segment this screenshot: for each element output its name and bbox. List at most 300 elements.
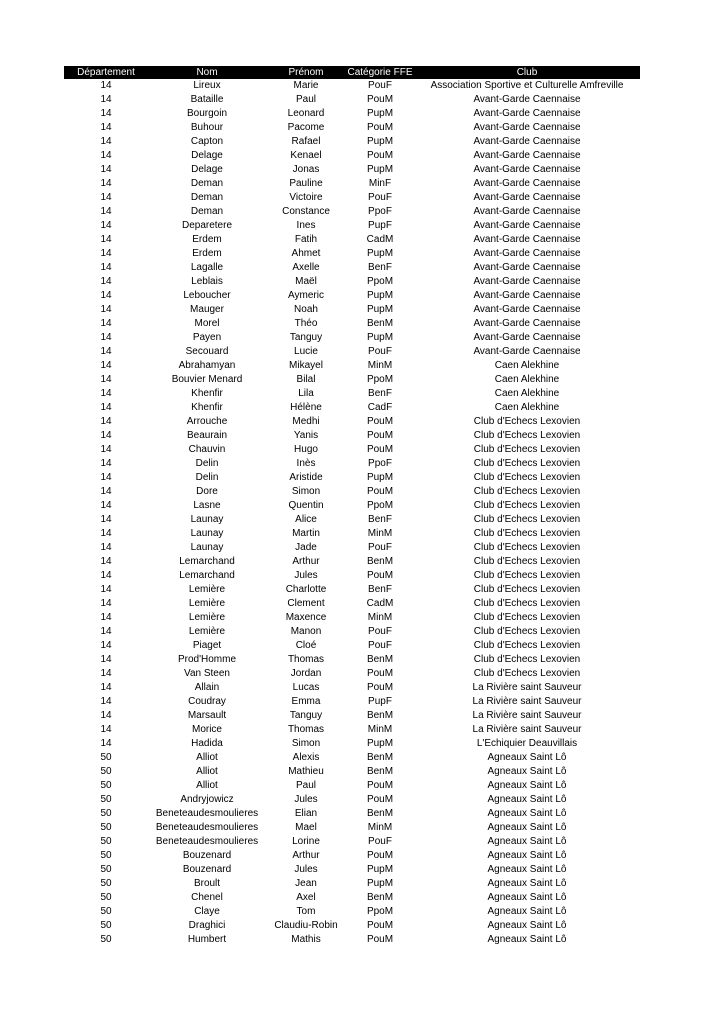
cell-club: Avant-Garde Caennaise: [473, 220, 581, 231]
cell-departement: 50: [100, 752, 112, 763]
cell-nom: Buhour: [190, 122, 224, 133]
table-row: [64, 359, 640, 373]
cell-nom: Beneteaudesmoulieres: [155, 822, 259, 833]
cell-club: Club d'Echecs Lexovien: [473, 486, 581, 497]
cell-categorie: BenF: [368, 388, 392, 399]
cell-categorie: PouM: [366, 444, 394, 455]
cell-nom: Andryjowicz: [180, 794, 234, 805]
table-row: [64, 107, 640, 121]
cell-departement: 14: [100, 696, 112, 707]
cell-departement: 14: [100, 108, 112, 119]
cell-nom: Arrouche: [186, 416, 228, 427]
table-row: [64, 485, 640, 499]
table-row: [64, 93, 640, 107]
cell-club: Association Sportive et Culturelle Amfreville: [430, 80, 624, 91]
cell-club: La Rivière saint Sauveur: [472, 710, 582, 721]
cell-nom: Lasne: [193, 500, 221, 511]
cell-categorie: PouM: [366, 150, 394, 161]
cell-prenom: Manon: [290, 626, 322, 637]
table-row: [64, 135, 640, 149]
cell-categorie: BenF: [368, 514, 392, 525]
table-row: [64, 905, 640, 919]
cell-categorie: MinM: [367, 724, 393, 735]
cell-nom: Lagalle: [190, 262, 224, 273]
table-row: [64, 751, 640, 765]
cell-prenom: Martin: [292, 528, 320, 539]
cell-departement: 14: [100, 360, 112, 371]
cell-club: Agneaux Saint Lô: [487, 822, 567, 833]
cell-prenom: Pacome: [287, 122, 325, 133]
cell-departement: 50: [100, 822, 112, 833]
cell-nom: Morice: [191, 724, 222, 735]
cell-prenom: Emma: [291, 696, 321, 707]
table-row: [64, 555, 640, 569]
cell-club: L'Echiquier Deauvillais: [476, 738, 578, 749]
cell-prenom: Thomas: [287, 724, 325, 735]
table-row: [64, 821, 640, 835]
cell-club: Club d'Echecs Lexovien: [473, 668, 581, 679]
cell-prenom: Jordan: [290, 668, 322, 679]
cell-prenom: Ahmet: [291, 248, 321, 259]
cell-prenom: Leonard: [287, 108, 325, 119]
cell-nom: Lemière: [188, 584, 226, 595]
cell-club: Club d'Echecs Lexovien: [473, 472, 581, 483]
cell-departement: 50: [100, 766, 112, 777]
cell-categorie: PpoF: [368, 458, 392, 469]
cell-categorie: PouM: [366, 122, 394, 133]
cell-categorie: BenM: [366, 752, 394, 763]
cell-departement: 14: [100, 248, 112, 259]
cell-prenom: Mathis: [291, 934, 321, 945]
header-categorie: Catégorie FFE: [347, 67, 413, 78]
cell-categorie: MinF: [368, 178, 392, 189]
cell-nom: Alliot: [196, 752, 218, 763]
cell-club: Avant-Garde Caennaise: [473, 108, 581, 119]
table-header-row: [64, 66, 640, 79]
cell-departement: 14: [100, 80, 112, 91]
cell-categorie: PupM: [366, 304, 394, 315]
cell-departement: 14: [100, 136, 112, 147]
cell-categorie: CadF: [367, 402, 393, 413]
cell-club: Agneaux Saint Lô: [487, 906, 567, 917]
cell-club: Club d'Echecs Lexovien: [473, 528, 581, 539]
cell-prenom: Hugo: [294, 444, 318, 455]
cell-nom: Bourgoin: [186, 108, 228, 119]
cell-departement: 50: [100, 836, 112, 847]
cell-nom: Alliot: [196, 780, 218, 791]
cell-categorie: MinM: [367, 822, 393, 833]
cell-club: Avant-Garde Caennaise: [473, 178, 581, 189]
cell-nom: Delage: [191, 150, 223, 161]
cell-categorie: BenM: [366, 766, 394, 777]
cell-departement: 14: [100, 570, 112, 581]
cell-departement: 14: [100, 122, 112, 133]
cell-prenom: Inès: [296, 458, 316, 469]
cell-categorie: PupM: [366, 136, 394, 147]
table-row: [64, 457, 640, 471]
cell-club: Club d'Echecs Lexovien: [473, 514, 581, 525]
cell-nom: Bouzenard: [182, 850, 232, 861]
cell-categorie: PouF: [368, 836, 392, 847]
cell-departement: 14: [100, 668, 112, 679]
cell-club: La Rivière saint Sauveur: [472, 724, 582, 735]
cell-departement: 14: [100, 262, 112, 273]
cell-prenom: Clement: [287, 598, 325, 609]
cell-departement: 14: [100, 528, 112, 539]
cell-departement: 14: [100, 626, 112, 637]
cell-nom: Beneteaudesmoulieres: [155, 808, 259, 819]
cell-prenom: Jules: [294, 570, 318, 581]
table-row: [64, 261, 640, 275]
header-departement: Département: [64, 66, 148, 79]
cell-nom: Humbert: [187, 934, 227, 945]
cell-club: Agneaux Saint Lô: [487, 878, 567, 889]
cell-prenom: Jules: [294, 794, 318, 805]
cell-prenom: Pauline: [289, 178, 323, 189]
cell-departement: 14: [100, 724, 112, 735]
cell-nom: Lemarchand: [179, 570, 235, 581]
table-row: [64, 247, 640, 261]
header-prenom: Prénom: [266, 66, 346, 79]
cell-club: Club d'Echecs Lexovien: [473, 654, 581, 665]
cell-nom: Dore: [196, 486, 218, 497]
cell-club: Avant-Garde Caennaise: [473, 262, 581, 273]
cell-prenom: Rafael: [291, 136, 321, 147]
cell-nom: Deparetere: [181, 220, 233, 231]
cell-departement: 14: [100, 682, 112, 693]
cell-nom: Erdem: [192, 234, 222, 245]
cell-club: Caen Alekhine: [494, 374, 560, 385]
table-body: [64, 79, 640, 947]
cell-categorie: PupF: [368, 696, 392, 707]
cell-club: Agneaux Saint Lô: [487, 794, 567, 805]
cell-nom: Draghici: [188, 920, 226, 931]
table-row: [64, 723, 640, 737]
cell-prenom: Arthur: [292, 850, 320, 861]
cell-prenom: Lorine: [292, 836, 320, 847]
table-row: [64, 835, 640, 849]
cell-categorie: PupM: [366, 108, 394, 119]
cell-departement: 14: [100, 150, 112, 161]
table-row: [64, 849, 640, 863]
table-row: [64, 499, 640, 513]
cell-prenom: Paul: [295, 94, 316, 105]
table-row: [64, 919, 640, 933]
cell-club: Agneaux Saint Lô: [487, 836, 567, 847]
cell-club: Avant-Garde Caennaise: [473, 150, 581, 161]
cell-categorie: CadM: [366, 598, 394, 609]
cell-categorie: PouM: [366, 920, 394, 931]
cell-departement: 14: [100, 206, 112, 217]
cell-prenom: Fatih: [294, 234, 318, 245]
cell-nom: Delage: [191, 164, 223, 175]
cell-club: Agneaux Saint Lô: [487, 780, 567, 791]
cell-categorie: BenM: [366, 654, 394, 665]
cell-categorie: BenM: [366, 892, 394, 903]
cell-nom: Launay: [190, 528, 224, 539]
cell-categorie: PupF: [368, 220, 392, 231]
cell-categorie: PouF: [368, 640, 392, 651]
cell-nom: Khenfir: [191, 388, 223, 399]
cell-club: Avant-Garde Caennaise: [473, 248, 581, 259]
cell-categorie: MinM: [367, 612, 393, 623]
players-table: [64, 66, 640, 947]
table-row: [64, 513, 640, 527]
table-row: [64, 765, 640, 779]
table-row: [64, 737, 640, 751]
cell-categorie: PouM: [366, 794, 394, 805]
cell-departement: 14: [100, 388, 112, 399]
cell-club: Club d'Echecs Lexovien: [473, 570, 581, 581]
cell-club: Avant-Garde Caennaise: [473, 122, 581, 133]
cell-prenom: Jules: [294, 864, 318, 875]
cell-categorie: PupM: [366, 332, 394, 343]
table-row: [64, 583, 640, 597]
cell-prenom: Yanis: [293, 430, 319, 441]
cell-prenom: Ines: [296, 220, 316, 231]
cell-prenom: Constance: [282, 206, 330, 217]
cell-departement: 14: [100, 94, 112, 105]
cell-prenom: Simon: [291, 738, 321, 749]
cell-departement: 14: [100, 710, 112, 721]
cell-nom: Khenfir: [191, 402, 223, 413]
cell-club: Avant-Garde Caennaise: [473, 290, 581, 301]
cell-categorie: PouM: [366, 416, 394, 427]
table-row: [64, 79, 640, 93]
cell-departement: 14: [100, 654, 112, 665]
cell-club: Caen Alekhine: [494, 360, 560, 371]
cell-categorie: PouF: [368, 192, 392, 203]
cell-club: Caen Alekhine: [494, 402, 560, 413]
cell-categorie: BenF: [368, 584, 392, 595]
cell-departement: 14: [100, 276, 112, 287]
cell-departement: 14: [100, 192, 112, 203]
cell-departement: 14: [100, 458, 112, 469]
table-row: [64, 597, 640, 611]
table-row: [64, 443, 640, 457]
cell-nom: Beneteaudesmoulieres: [155, 836, 259, 847]
cell-prenom: Théo: [294, 318, 318, 329]
cell-categorie: PupM: [366, 472, 394, 483]
cell-departement: 14: [100, 304, 112, 315]
cell-nom: Delin: [195, 472, 219, 483]
cell-categorie: BenF: [368, 262, 392, 273]
cell-nom: Bouvier Menard: [171, 374, 243, 385]
cell-prenom: Claudiu-Robin: [274, 920, 338, 931]
table-row: [64, 191, 640, 205]
cell-departement: 14: [100, 640, 112, 651]
cell-club: Club d'Echecs Lexovien: [473, 430, 581, 441]
cell-departement: 14: [100, 346, 112, 357]
table-row: [64, 709, 640, 723]
cell-club: Agneaux Saint Lô: [487, 892, 567, 903]
cell-club: Agneaux Saint Lô: [487, 864, 567, 875]
cell-prenom: Mael: [295, 822, 317, 833]
cell-club: La Rivière saint Sauveur: [472, 682, 582, 693]
cell-prenom: Aymeric: [288, 290, 324, 301]
cell-club: Avant-Garde Caennaise: [473, 192, 581, 203]
cell-categorie: PupM: [366, 248, 394, 259]
cell-departement: 14: [100, 290, 112, 301]
cell-categorie: PpoF: [368, 206, 392, 217]
cell-categorie: PouM: [366, 430, 394, 441]
cell-nom: Secouard: [185, 346, 229, 357]
table-row: [64, 933, 640, 947]
cell-nom: Payen: [192, 332, 222, 343]
cell-club: Avant-Garde Caennaise: [473, 164, 581, 175]
cell-nom: Bataille: [190, 94, 224, 105]
cell-nom: Deman: [190, 206, 224, 217]
cell-prenom: Jade: [295, 542, 317, 553]
cell-categorie: CadM: [366, 234, 394, 245]
cell-categorie: PouF: [368, 542, 392, 553]
cell-club: Club d'Echecs Lexovien: [473, 626, 581, 637]
cell-categorie: PupM: [366, 738, 394, 749]
cell-categorie: MinM: [367, 360, 393, 371]
cell-departement: 14: [100, 430, 112, 441]
cell-club: Avant-Garde Caennaise: [473, 136, 581, 147]
table-row: [64, 373, 640, 387]
cell-categorie: PouM: [366, 780, 394, 791]
cell-departement: 14: [100, 178, 112, 189]
cell-nom: Van Steen: [184, 668, 230, 679]
cell-departement: 14: [100, 542, 112, 553]
cell-nom: Chenel: [191, 892, 223, 903]
cell-prenom: Axel: [296, 892, 316, 903]
table-row: [64, 317, 640, 331]
cell-categorie: PouM: [366, 486, 394, 497]
cell-departement: 14: [100, 318, 112, 329]
cell-nom: Chauvin: [188, 444, 226, 455]
table-row: [64, 695, 640, 709]
cell-departement: 14: [100, 612, 112, 623]
cell-nom: Deman: [190, 178, 224, 189]
cell-club: Agneaux Saint Lô: [487, 752, 567, 763]
cell-nom: Lemière: [188, 626, 226, 637]
cell-departement: 14: [100, 164, 112, 175]
table-row: [64, 807, 640, 821]
cell-departement: 14: [100, 332, 112, 343]
table-row: [64, 653, 640, 667]
table-row: [64, 569, 640, 583]
cell-categorie: BenM: [366, 556, 394, 567]
cell-club: Club d'Echecs Lexovien: [473, 500, 581, 511]
cell-categorie: PouF: [368, 80, 392, 91]
cell-club: Club d'Echecs Lexovien: [473, 598, 581, 609]
cell-departement: 50: [100, 850, 112, 861]
cell-departement: 14: [100, 556, 112, 567]
cell-prenom: Maël: [295, 276, 317, 287]
table-row: [64, 863, 640, 877]
cell-departement: 50: [100, 780, 112, 791]
cell-nom: Broult: [193, 878, 221, 889]
table-row: [64, 779, 640, 793]
cell-categorie: BenM: [366, 808, 394, 819]
cell-departement: 50: [100, 808, 112, 819]
cell-prenom: Lucie: [294, 346, 318, 357]
table-row: [64, 891, 640, 905]
cell-departement: 14: [100, 234, 112, 245]
cell-club: Club d'Echecs Lexovien: [473, 640, 581, 651]
cell-club: Avant-Garde Caennaise: [473, 94, 581, 105]
cell-prenom: Victoire: [289, 192, 323, 203]
cell-departement: 14: [100, 598, 112, 609]
cell-categorie: PouF: [368, 626, 392, 637]
cell-departement: 50: [100, 794, 112, 805]
cell-prenom: Lila: [298, 388, 314, 399]
cell-categorie: PupM: [366, 164, 394, 175]
cell-club: Agneaux Saint Lô: [487, 934, 567, 945]
cell-club: Club d'Echecs Lexovien: [473, 444, 581, 455]
cell-prenom: Thomas: [287, 654, 325, 665]
cell-categorie: PouM: [366, 570, 394, 581]
table-row: [64, 625, 640, 639]
cell-prenom: Marie: [293, 80, 319, 91]
cell-categorie: PpoM: [366, 374, 394, 385]
cell-nom: Bouzenard: [182, 864, 232, 875]
cell-categorie: PouF: [368, 346, 392, 357]
cell-nom: Launay: [190, 514, 224, 525]
cell-club: Agneaux Saint Lô: [487, 808, 567, 819]
table-row: [64, 415, 640, 429]
cell-categorie: PouM: [366, 850, 394, 861]
cell-nom: Leboucher: [183, 290, 231, 301]
table-row: [64, 331, 640, 345]
table-row: [64, 233, 640, 247]
cell-prenom: Tanguy: [289, 710, 323, 721]
table-row: [64, 289, 640, 303]
table-row: [64, 205, 640, 219]
cell-departement: 50: [100, 920, 112, 931]
cell-categorie: PupM: [366, 864, 394, 875]
table-row: [64, 429, 640, 443]
cell-prenom: Aristide: [289, 472, 323, 483]
cell-club: Club d'Echecs Lexovien: [473, 612, 581, 623]
cell-prenom: Bilal: [296, 374, 316, 385]
cell-categorie: PpoM: [366, 906, 394, 917]
cell-prenom: Charlotte: [285, 584, 327, 595]
table-row: [64, 681, 640, 695]
table-row: [64, 541, 640, 555]
cell-categorie: PouM: [366, 934, 394, 945]
cell-club: Agneaux Saint Lô: [487, 920, 567, 931]
cell-departement: 50: [100, 864, 112, 875]
cell-club: Caen Alekhine: [494, 388, 560, 399]
cell-nom: Delin: [195, 458, 219, 469]
header-club: Club: [414, 66, 640, 79]
table-row: [64, 275, 640, 289]
cell-departement: 14: [100, 738, 112, 749]
table-row: [64, 121, 640, 135]
cell-categorie: PouM: [366, 94, 394, 105]
cell-nom: Morel: [194, 318, 220, 329]
table-row: [64, 793, 640, 807]
cell-departement: 14: [100, 486, 112, 497]
table-row: [64, 471, 640, 485]
cell-nom: Beaurain: [186, 430, 228, 441]
cell-club: Avant-Garde Caennaise: [473, 318, 581, 329]
table-row: [64, 163, 640, 177]
cell-club: Avant-Garde Caennaise: [473, 304, 581, 315]
cell-prenom: Medhi: [292, 416, 320, 427]
cell-prenom: Mikayel: [289, 360, 323, 371]
table-row: [64, 877, 640, 891]
cell-departement: 14: [100, 500, 112, 511]
cell-club: Agneaux Saint Lô: [487, 766, 567, 777]
cell-prenom: Jonas: [292, 164, 320, 175]
cell-prenom: Noah: [294, 304, 318, 315]
cell-prenom: Maxence: [285, 612, 327, 623]
